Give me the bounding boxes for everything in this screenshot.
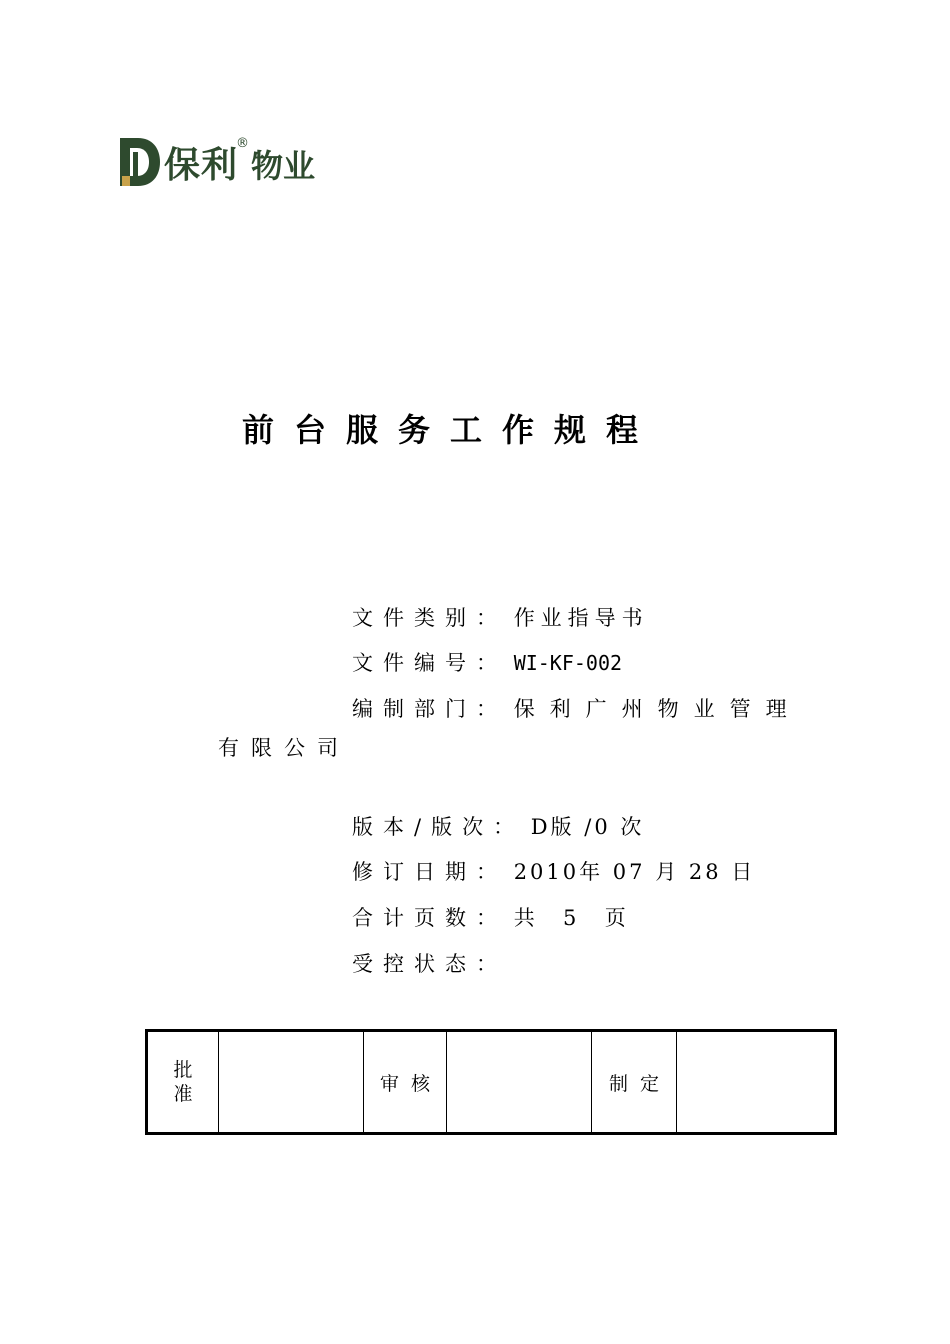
field-version [352, 812, 644, 842]
field-value: 作业指导书 [513, 606, 649, 630]
approve-value-cell[interactable] [219, 1031, 364, 1134]
department-continuation: 有限公司 [218, 736, 350, 760]
company-logo [118, 134, 315, 194]
field-total-pages [352, 903, 631, 933]
field-label: 修订日期： [352, 860, 507, 884]
field-value: 2010年 07 月 28 日 [513, 860, 756, 884]
field-label: 文件类别： [352, 606, 507, 630]
table-row [147, 1031, 836, 1134]
field-value: 保利广州物业管理 [513, 697, 802, 721]
field-label: 受控状态： [352, 952, 507, 976]
field-file-number [352, 648, 622, 678]
field-label: 文件编号： [352, 651, 507, 675]
field-revision-date [352, 857, 755, 887]
approve-label-cell [147, 1031, 219, 1134]
prepare-value-cell[interactable] [677, 1031, 836, 1134]
logo-sub-text: 物业 [251, 147, 316, 185]
approve-label-line: 批 [173, 1059, 193, 1081]
field-label: 版本/版次： [352, 815, 525, 839]
field-value: WI-KF-002 [513, 651, 623, 675]
review-value-cell[interactable] [447, 1031, 592, 1134]
approve-label-line: 准 [173, 1083, 193, 1105]
review-label-cell: 审核 [364, 1031, 447, 1134]
logo-mark-icon [118, 134, 162, 190]
prepare-label-cell: 制定 [592, 1031, 677, 1134]
field-label: 编制部门： [352, 697, 507, 721]
logo-brand-text: 保利 [164, 145, 239, 186]
field-label: 合计页数： [352, 906, 507, 930]
document-title: 前台服务工作规程 [241, 411, 658, 449]
signature-table [145, 1029, 837, 1135]
field-value: 共 5 页 [513, 906, 631, 930]
field-control-status [352, 949, 507, 979]
field-department [352, 694, 802, 724]
logo-wordmark [164, 134, 315, 190]
registered-mark: ® [236, 136, 250, 151]
field-value: D版 /0 次 [530, 815, 645, 839]
field-file-category [352, 603, 649, 633]
